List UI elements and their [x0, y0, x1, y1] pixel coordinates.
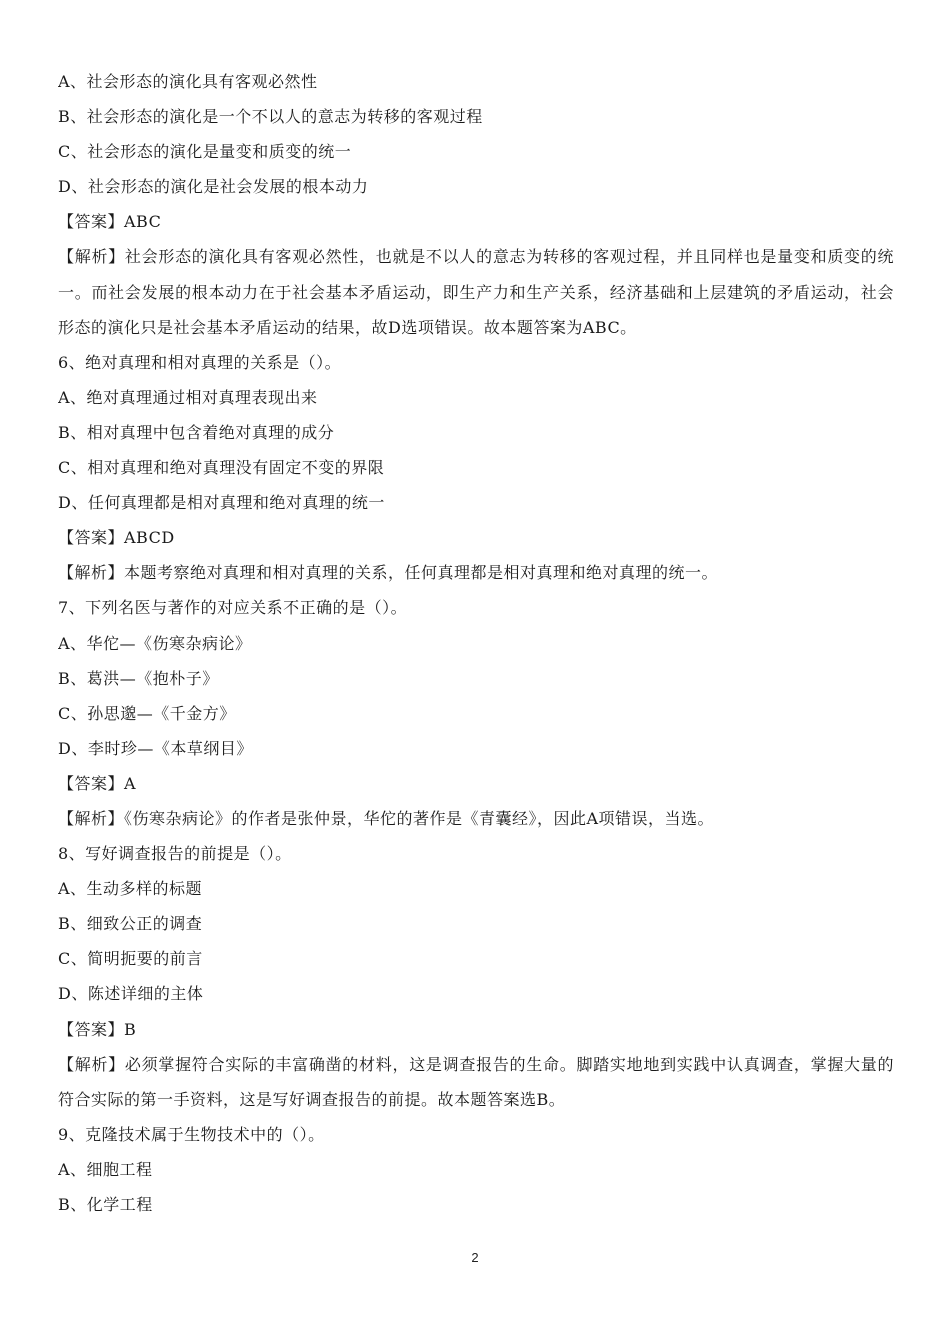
question-line: 8、写好调查报告的前提是（）。 — [58, 844, 292, 864]
option-line: B、细致公正的调查 — [58, 914, 203, 934]
question-line: 6、绝对真理和相对真理的关系是（）。 — [58, 352, 342, 372]
explanation-paragraph — [58, 239, 894, 344]
question-line: 7、下列名医与著作的对应关系不正确的是（）。 — [58, 598, 408, 618]
explanation-line: 【解析】《伤寒杂病论》的作者是张仲景，华佗的著作是《青囊经》，因此A项错误，当选。 — [58, 808, 715, 828]
option-line: A、细胞工程 — [58, 1159, 153, 1179]
option-line: B、相对真理中包含着绝对真理的成分 — [58, 422, 335, 442]
explanation-paragraph — [58, 1047, 894, 1117]
option-line: B、葛洪—《抱朴子》 — [58, 668, 219, 688]
explanation-text: 【解析】必须掌握符合实际的丰富确凿的材料，这是调查报告的生命。脚踏实地地到实践中认真调查，掌握大量的符合实际的第一手资料，这是写好调查报告的前提。故本题答案选B。 — [58, 1054, 894, 1109]
page-number: 2 — [471, 1250, 479, 1265]
option-line: A、生动多样的标题 — [58, 879, 203, 899]
option-line: C、简明扼要的前言 — [58, 949, 203, 969]
option-line: C、社会形态的演化是量变和质变的统一 — [58, 142, 352, 162]
explanation-text: 【解析】社会形态的演化具有客观必然性，也就是不以人的意志为转移的客观过程，并且同样也是量变和质变的统一。而社会发展的根本动力在于社会基本矛盾运动，即生产力和生产关系，经济基础和上层建筑的矛盾运动，社会形态的演化只是社会基本矛盾运动的结果，故D选项错误。故本题答案为ABC。 — [58, 247, 894, 337]
option-line: A、社会形态的演化具有客观必然性 — [58, 72, 318, 91]
answer-line: 【答案】ABCD — [58, 528, 175, 548]
option-line: A、绝对真理通过相对真理表现出来 — [58, 387, 318, 407]
option-line: A、华佗—《伤寒杂病论》 — [58, 633, 252, 653]
option-line: B、化学工程 — [58, 1195, 153, 1214]
option-line: B、社会形态的演化是一个不以人的意志为转移的客观过程 — [58, 107, 483, 127]
answer-line: 【答案】ABC — [58, 212, 162, 232]
option-line: C、孙思邈—《千金方》 — [58, 703, 236, 723]
explanation-line: 【解析】本题考察绝对真理和相对真理的关系，任何真理都是相对真理和绝对真理的统一。 — [58, 563, 719, 583]
option-line: D、社会形态的演化是社会发展的根本动力 — [58, 177, 369, 197]
answer-line: 【答案】A — [58, 773, 137, 793]
option-line: D、任何真理都是相对真理和绝对真理的统一 — [58, 493, 385, 513]
option-line: D、李时珍—《本草纲目》 — [58, 738, 253, 758]
option-line: C、相对真理和绝对真理没有固定不变的界限 — [58, 458, 385, 478]
document-body — [58, 64, 894, 1222]
option-line: D、陈述详细的主体 — [58, 984, 204, 1004]
answer-line: 【答案】B — [58, 1019, 137, 1039]
question-line: 9、克隆技术属于生物技术中的（）。 — [58, 1124, 325, 1144]
